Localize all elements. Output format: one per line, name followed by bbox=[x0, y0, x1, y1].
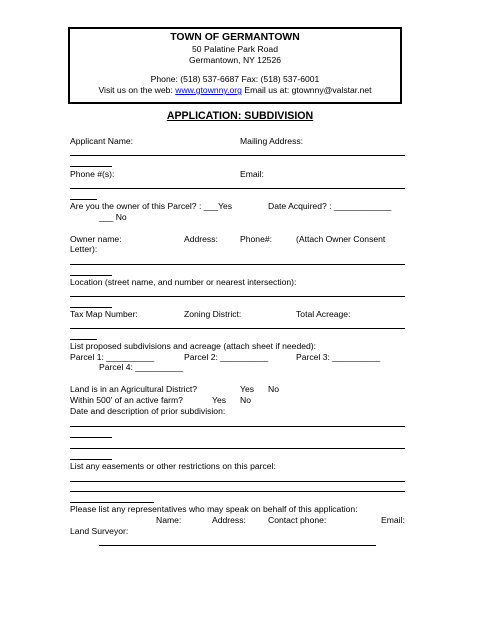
mailing-address-label: Mailing Address: bbox=[240, 136, 304, 146]
easements-line-2[interactable] bbox=[70, 491, 405, 492]
land-surveyor-line[interactable] bbox=[99, 545, 376, 546]
farm-yes: Yes bbox=[212, 395, 227, 405]
representatives-label: Please list any representatives who may speak on behalf of this application: bbox=[70, 504, 358, 514]
ag-district-label: Land is in an Agricultural District? bbox=[70, 384, 198, 394]
rep-name-label: Name: bbox=[156, 515, 182, 525]
prior-subdivision-line-1-end[interactable] bbox=[70, 437, 112, 438]
prior-subdivision-line-1[interactable] bbox=[70, 426, 405, 427]
phone-email-line[interactable] bbox=[70, 188, 405, 189]
town-address-line2: Germantown, NY 12526 bbox=[188, 55, 282, 65]
ag-district-yes: Yes bbox=[240, 384, 255, 394]
email-text: Email us at: gtownny@valstar.net bbox=[241, 85, 372, 95]
tax-map-line[interactable] bbox=[70, 328, 405, 329]
parcel-2: Parcel 2: __________ bbox=[184, 352, 269, 362]
date-acquired: Date Acquired? : ____________ bbox=[268, 201, 392, 211]
location-label: Location (street name, and number or nearest intersection): bbox=[70, 277, 297, 287]
rep-email-label: Email: bbox=[381, 515, 405, 525]
owner-question: Are you the owner of this Parcel? : ___Yes bbox=[70, 201, 233, 211]
ag-district-no: No bbox=[268, 384, 279, 394]
rep-address-label: Address: bbox=[212, 515, 246, 525]
phone-email-line-end[interactable] bbox=[70, 199, 97, 200]
prior-subdivision-line-2[interactable] bbox=[70, 448, 405, 449]
web-prefix: Visit us on the web: bbox=[98, 85, 176, 95]
land-surveyor-label: Land Surveyor: bbox=[70, 526, 129, 536]
email-label: Email: bbox=[240, 169, 264, 179]
location-line[interactable] bbox=[70, 296, 405, 297]
applicant-line-end[interactable] bbox=[70, 166, 112, 167]
website-link[interactable]: www.gtownny.org bbox=[175, 85, 242, 95]
town-header-box bbox=[68, 27, 402, 104]
owner-line-end[interactable] bbox=[70, 275, 112, 276]
town-address-line1: 50 Palatine Park Road bbox=[192, 44, 278, 54]
easements-label: List any easements or other restrictions on this parcel: bbox=[70, 461, 276, 471]
town-phone-fax: Phone: (518) 537-6687 Fax: (518) 537-6001 bbox=[150, 74, 320, 84]
farm-label: Within 500' of an active farm? bbox=[70, 395, 183, 405]
owner-phone-label: Phone#: bbox=[240, 234, 273, 244]
prior-subdivision-line-2-end[interactable] bbox=[70, 459, 112, 460]
easements-line-end[interactable] bbox=[70, 502, 154, 503]
applicant-line[interactable] bbox=[70, 155, 405, 156]
owner-line[interactable] bbox=[70, 264, 405, 265]
form-title: APPLICATION: SUBDIVISION bbox=[166, 110, 314, 122]
applicant-name-label: Applicant Name: bbox=[70, 136, 134, 146]
list-subdivisions-label: List proposed subdivisions and acreage (attach sheet if needed): bbox=[70, 341, 317, 351]
rep-phone-label: Contact phone: bbox=[268, 515, 327, 525]
tax-map-label: Tax Map Number: bbox=[70, 309, 138, 319]
owner-consent-note: (Attach Owner Consent bbox=[296, 234, 386, 244]
prior-subdivision-label: Date and description of prior subdivision: bbox=[70, 406, 226, 416]
parcel-3: Parcel 3: __________ bbox=[296, 352, 381, 362]
owner-address-label: Address: bbox=[184, 234, 218, 244]
acreage-label: Total Acreage: bbox=[296, 309, 351, 319]
location-line-end[interactable] bbox=[70, 307, 112, 308]
parcel-4: Parcel 4: __________ bbox=[99, 362, 184, 372]
owner-no: ___ No bbox=[99, 212, 127, 222]
phone-label: Phone #(s): bbox=[70, 169, 115, 179]
town-web-email-line bbox=[70, 85, 400, 96]
farm-no: No bbox=[240, 395, 251, 405]
town-name: TOWN OF GERMANTOWN bbox=[170, 32, 300, 43]
parcel-1: Parcel 1: __________ bbox=[70, 352, 155, 362]
zoning-label: Zoning District: bbox=[184, 309, 242, 319]
owner-name-label: Owner name: bbox=[70, 234, 122, 244]
tax-map-line-end[interactable] bbox=[70, 339, 97, 340]
owner-consent-note-cont: Letter): bbox=[70, 244, 98, 254]
easements-line-1[interactable] bbox=[70, 481, 405, 482]
